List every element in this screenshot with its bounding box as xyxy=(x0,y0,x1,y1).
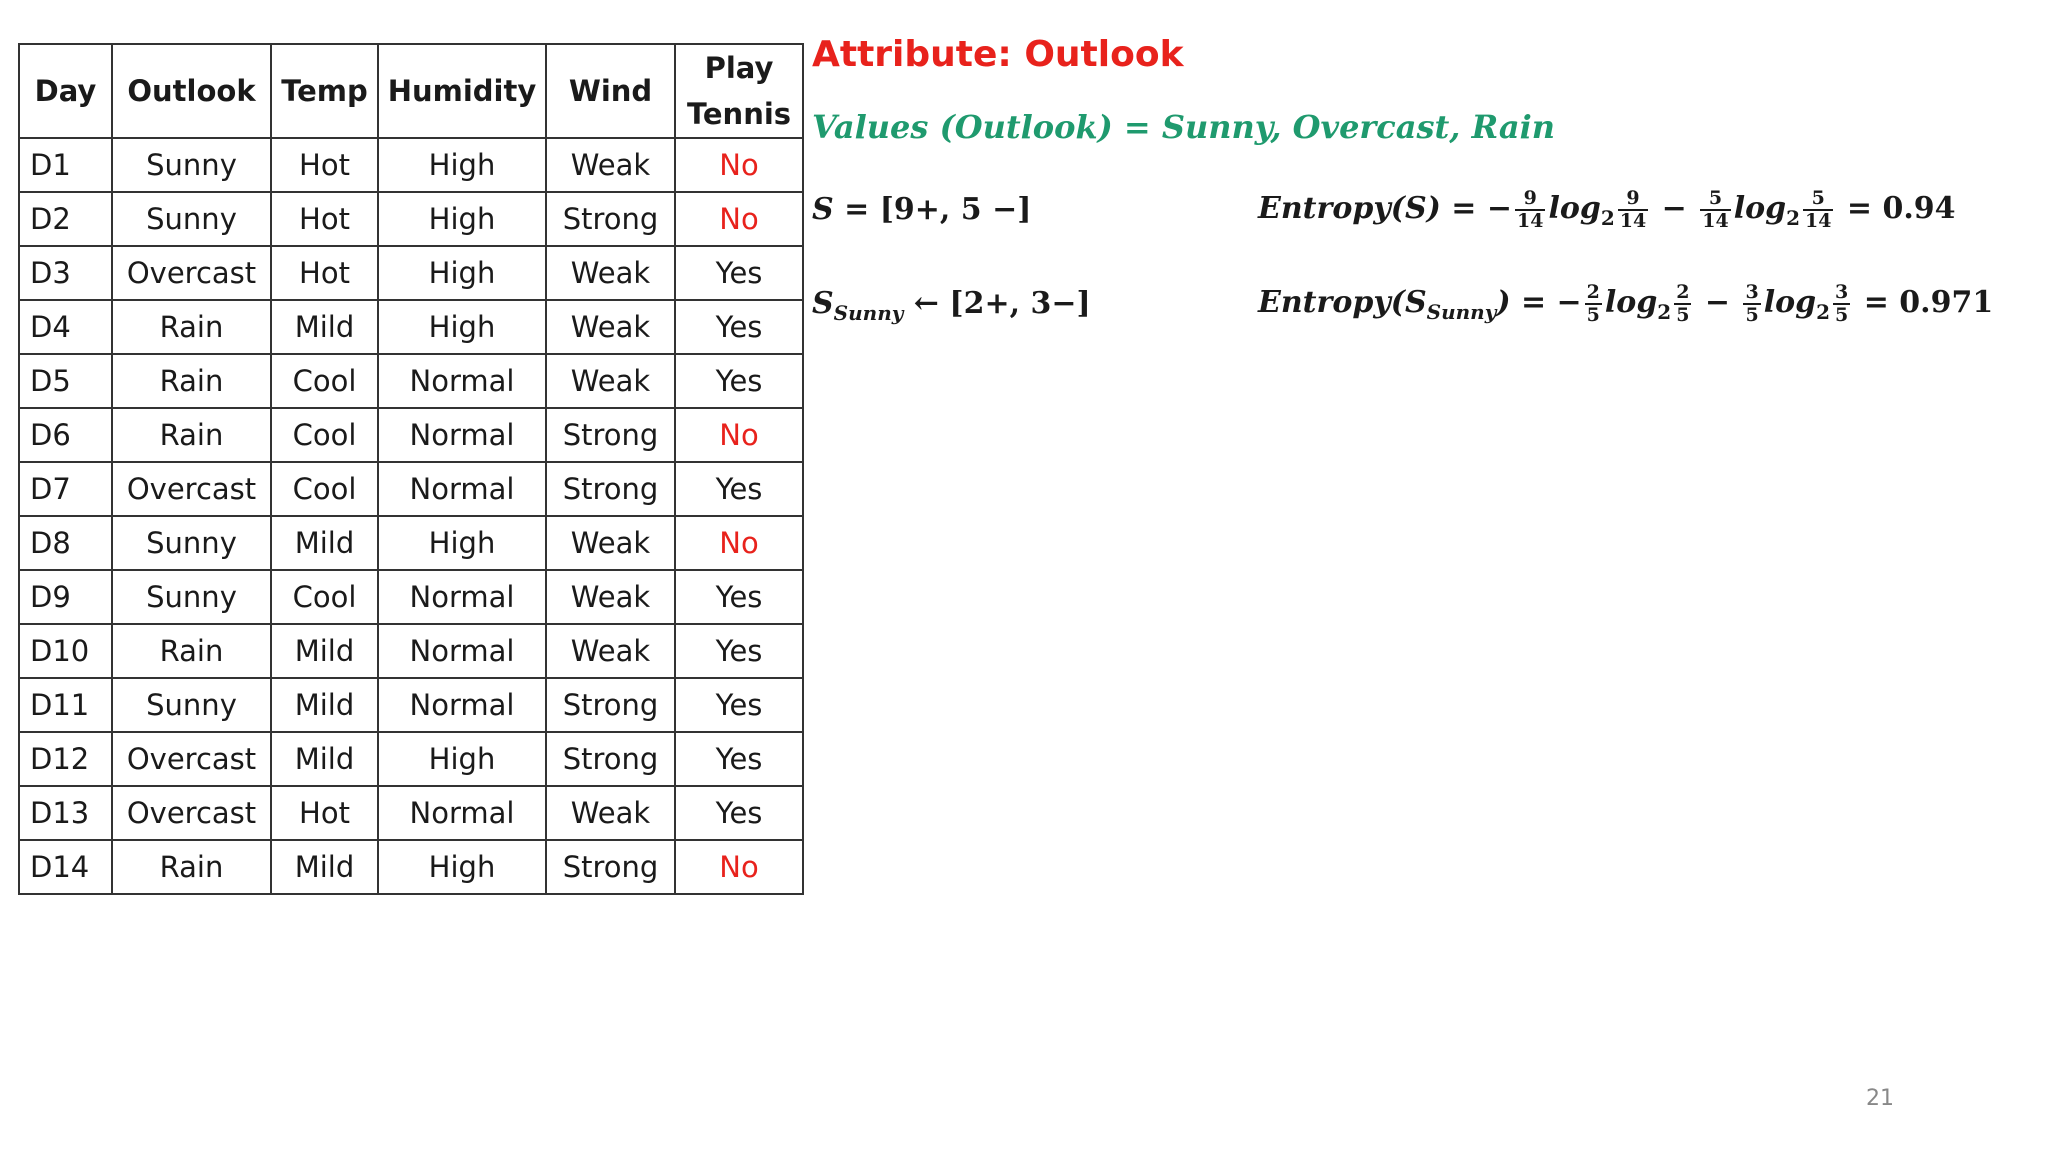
cell-humidity: Normal xyxy=(378,462,546,516)
cell-outlook: Sunny xyxy=(112,678,271,732)
cell-temp: Mild xyxy=(271,678,378,732)
cell-play-tennis: No xyxy=(675,840,803,894)
cell-outlook: Rain xyxy=(112,354,271,408)
cell-day: D11 xyxy=(19,678,112,732)
table-row xyxy=(19,246,803,300)
cell-day: D5 xyxy=(19,354,112,408)
cell-temp: Hot xyxy=(271,786,378,840)
cell-humidity: High xyxy=(378,138,546,192)
cell-temp: Mild xyxy=(271,732,378,786)
table-row xyxy=(19,408,803,462)
cell-play-tennis: Yes xyxy=(675,246,803,300)
page-number: 21 xyxy=(1866,1086,1894,1111)
table-row xyxy=(19,624,803,678)
cell-temp: Mild xyxy=(271,624,378,678)
cell-outlook: Sunny xyxy=(112,570,271,624)
cell-temp: Hot xyxy=(271,138,378,192)
cell-wind: Strong xyxy=(546,732,675,786)
table-row xyxy=(19,732,803,786)
cell-wind: Weak xyxy=(546,300,675,354)
cell-wind: Weak xyxy=(546,516,675,570)
cell-day: D13 xyxy=(19,786,112,840)
table-row xyxy=(19,192,803,246)
cell-day: D3 xyxy=(19,246,112,300)
attribute-title: Attribute: Outlook xyxy=(812,34,1184,75)
cell-day: D14 xyxy=(19,840,112,894)
cell-play-tennis: Yes xyxy=(675,732,803,786)
cell-play-tennis: Yes xyxy=(675,354,803,408)
s-sunny-definition: $S_{Sunny}$ ← [2+, 3−] xyxy=(812,286,1091,325)
cell-outlook: Overcast xyxy=(112,786,271,840)
header-day: Day xyxy=(19,44,112,138)
cell-humidity: Normal xyxy=(378,408,546,462)
cell-outlook: Rain xyxy=(112,300,271,354)
header-humidity: Humidity xyxy=(378,44,546,138)
cell-day: D10 xyxy=(19,624,112,678)
cell-wind: Weak xyxy=(546,570,675,624)
cell-temp: Mild xyxy=(271,300,378,354)
cell-humidity: High xyxy=(378,732,546,786)
cell-day: D7 xyxy=(19,462,112,516)
cell-day: D12 xyxy=(19,732,112,786)
cell-play-tennis: Yes xyxy=(675,624,803,678)
cell-temp: Mild xyxy=(271,840,378,894)
table-row xyxy=(19,300,803,354)
cell-wind: Strong xyxy=(546,192,675,246)
table-row xyxy=(19,786,803,840)
cell-humidity: High xyxy=(378,192,546,246)
cell-day: D6 xyxy=(19,408,112,462)
cell-wind: Weak xyxy=(546,246,675,300)
cell-temp: Hot xyxy=(271,246,378,300)
cell-play-tennis: Yes xyxy=(675,300,803,354)
table-row xyxy=(19,570,803,624)
cell-day: D1 xyxy=(19,138,112,192)
cell-play-tennis: No xyxy=(675,192,803,246)
cell-play-tennis: No xyxy=(675,516,803,570)
header-play-line1: Play xyxy=(704,51,774,85)
header-play-line2: Tennis xyxy=(686,97,792,131)
cell-outlook: Overcast xyxy=(112,462,271,516)
cell-temp: Cool xyxy=(271,570,378,624)
cell-outlook: Rain xyxy=(112,840,271,894)
cell-humidity: Normal xyxy=(378,624,546,678)
table-row xyxy=(19,354,803,408)
cell-play-tennis: Yes xyxy=(675,462,803,516)
cell-humidity: High xyxy=(378,246,546,300)
cell-humidity: Normal xyxy=(378,678,546,732)
cell-play-tennis: No xyxy=(675,408,803,462)
cell-outlook: Sunny xyxy=(112,192,271,246)
cell-day: D8 xyxy=(19,516,112,570)
cell-temp: Cool xyxy=(271,462,378,516)
s-definition: S = [9+, 5 −] xyxy=(812,192,1032,227)
values-outlook-line: Values (Outlook) = Sunny, Overcast, Rain xyxy=(812,108,1556,146)
cell-outlook: Rain xyxy=(112,408,271,462)
cell-play-tennis: Yes xyxy=(675,678,803,732)
cell-humidity: Normal xyxy=(378,786,546,840)
cell-outlook: Sunny xyxy=(112,516,271,570)
header-temp: Temp xyxy=(271,44,378,138)
cell-wind: Weak xyxy=(546,354,675,408)
entropy-s-formula: Entropy(S) = − $\frac{9}{14}$ $\log_2$ $\frac{9}{14}$ − $\frac{5}{14}$ $\log_2$ $\frac{5}{14}$ = 0.94 xyxy=(1258,187,1956,232)
cell-temp: Hot xyxy=(271,192,378,246)
cell-wind: Strong xyxy=(546,678,675,732)
cell-humidity: Normal xyxy=(378,354,546,408)
cell-humidity: High xyxy=(378,300,546,354)
table-row xyxy=(19,462,803,516)
cell-humidity: High xyxy=(378,516,546,570)
table-header-row xyxy=(19,44,803,138)
play-tennis-table xyxy=(18,43,804,895)
table-row xyxy=(19,678,803,732)
cell-day: D4 xyxy=(19,300,112,354)
header-play-tennis xyxy=(675,44,803,138)
table-row xyxy=(19,138,803,192)
cell-wind: Weak xyxy=(546,786,675,840)
cell-play-tennis: Yes xyxy=(675,786,803,840)
cell-wind: Weak xyxy=(546,138,675,192)
cell-outlook: Sunny xyxy=(112,138,271,192)
cell-wind: Strong xyxy=(546,408,675,462)
cell-wind: Strong xyxy=(546,840,675,894)
cell-outlook: Overcast xyxy=(112,732,271,786)
table-row xyxy=(19,840,803,894)
cell-outlook: Rain xyxy=(112,624,271,678)
table-body xyxy=(19,138,803,894)
cell-wind: Weak xyxy=(546,624,675,678)
cell-humidity: Normal xyxy=(378,570,546,624)
cell-temp: Cool xyxy=(271,408,378,462)
table-row xyxy=(19,516,803,570)
cell-outlook: Overcast xyxy=(112,246,271,300)
header-wind: Wind xyxy=(546,44,675,138)
cell-day: D9 xyxy=(19,570,112,624)
cell-play-tennis: No xyxy=(675,138,803,192)
cell-day: D2 xyxy=(19,192,112,246)
cell-wind: Strong xyxy=(546,462,675,516)
entropy-sunny-formula: $Entropy(S_{Sunny})$ = − $\frac{2}{5}$ $\log_2$ $\frac{2}{5}$ − $\frac{3}{5}$ $\log_2$ $\frac{3}{5}$ = 0.971 xyxy=(1258,281,1994,326)
header-outlook: Outlook xyxy=(112,44,271,138)
cell-humidity: High xyxy=(378,840,546,894)
cell-temp: Mild xyxy=(271,516,378,570)
cell-temp: Cool xyxy=(271,354,378,408)
cell-play-tennis: Yes xyxy=(675,570,803,624)
